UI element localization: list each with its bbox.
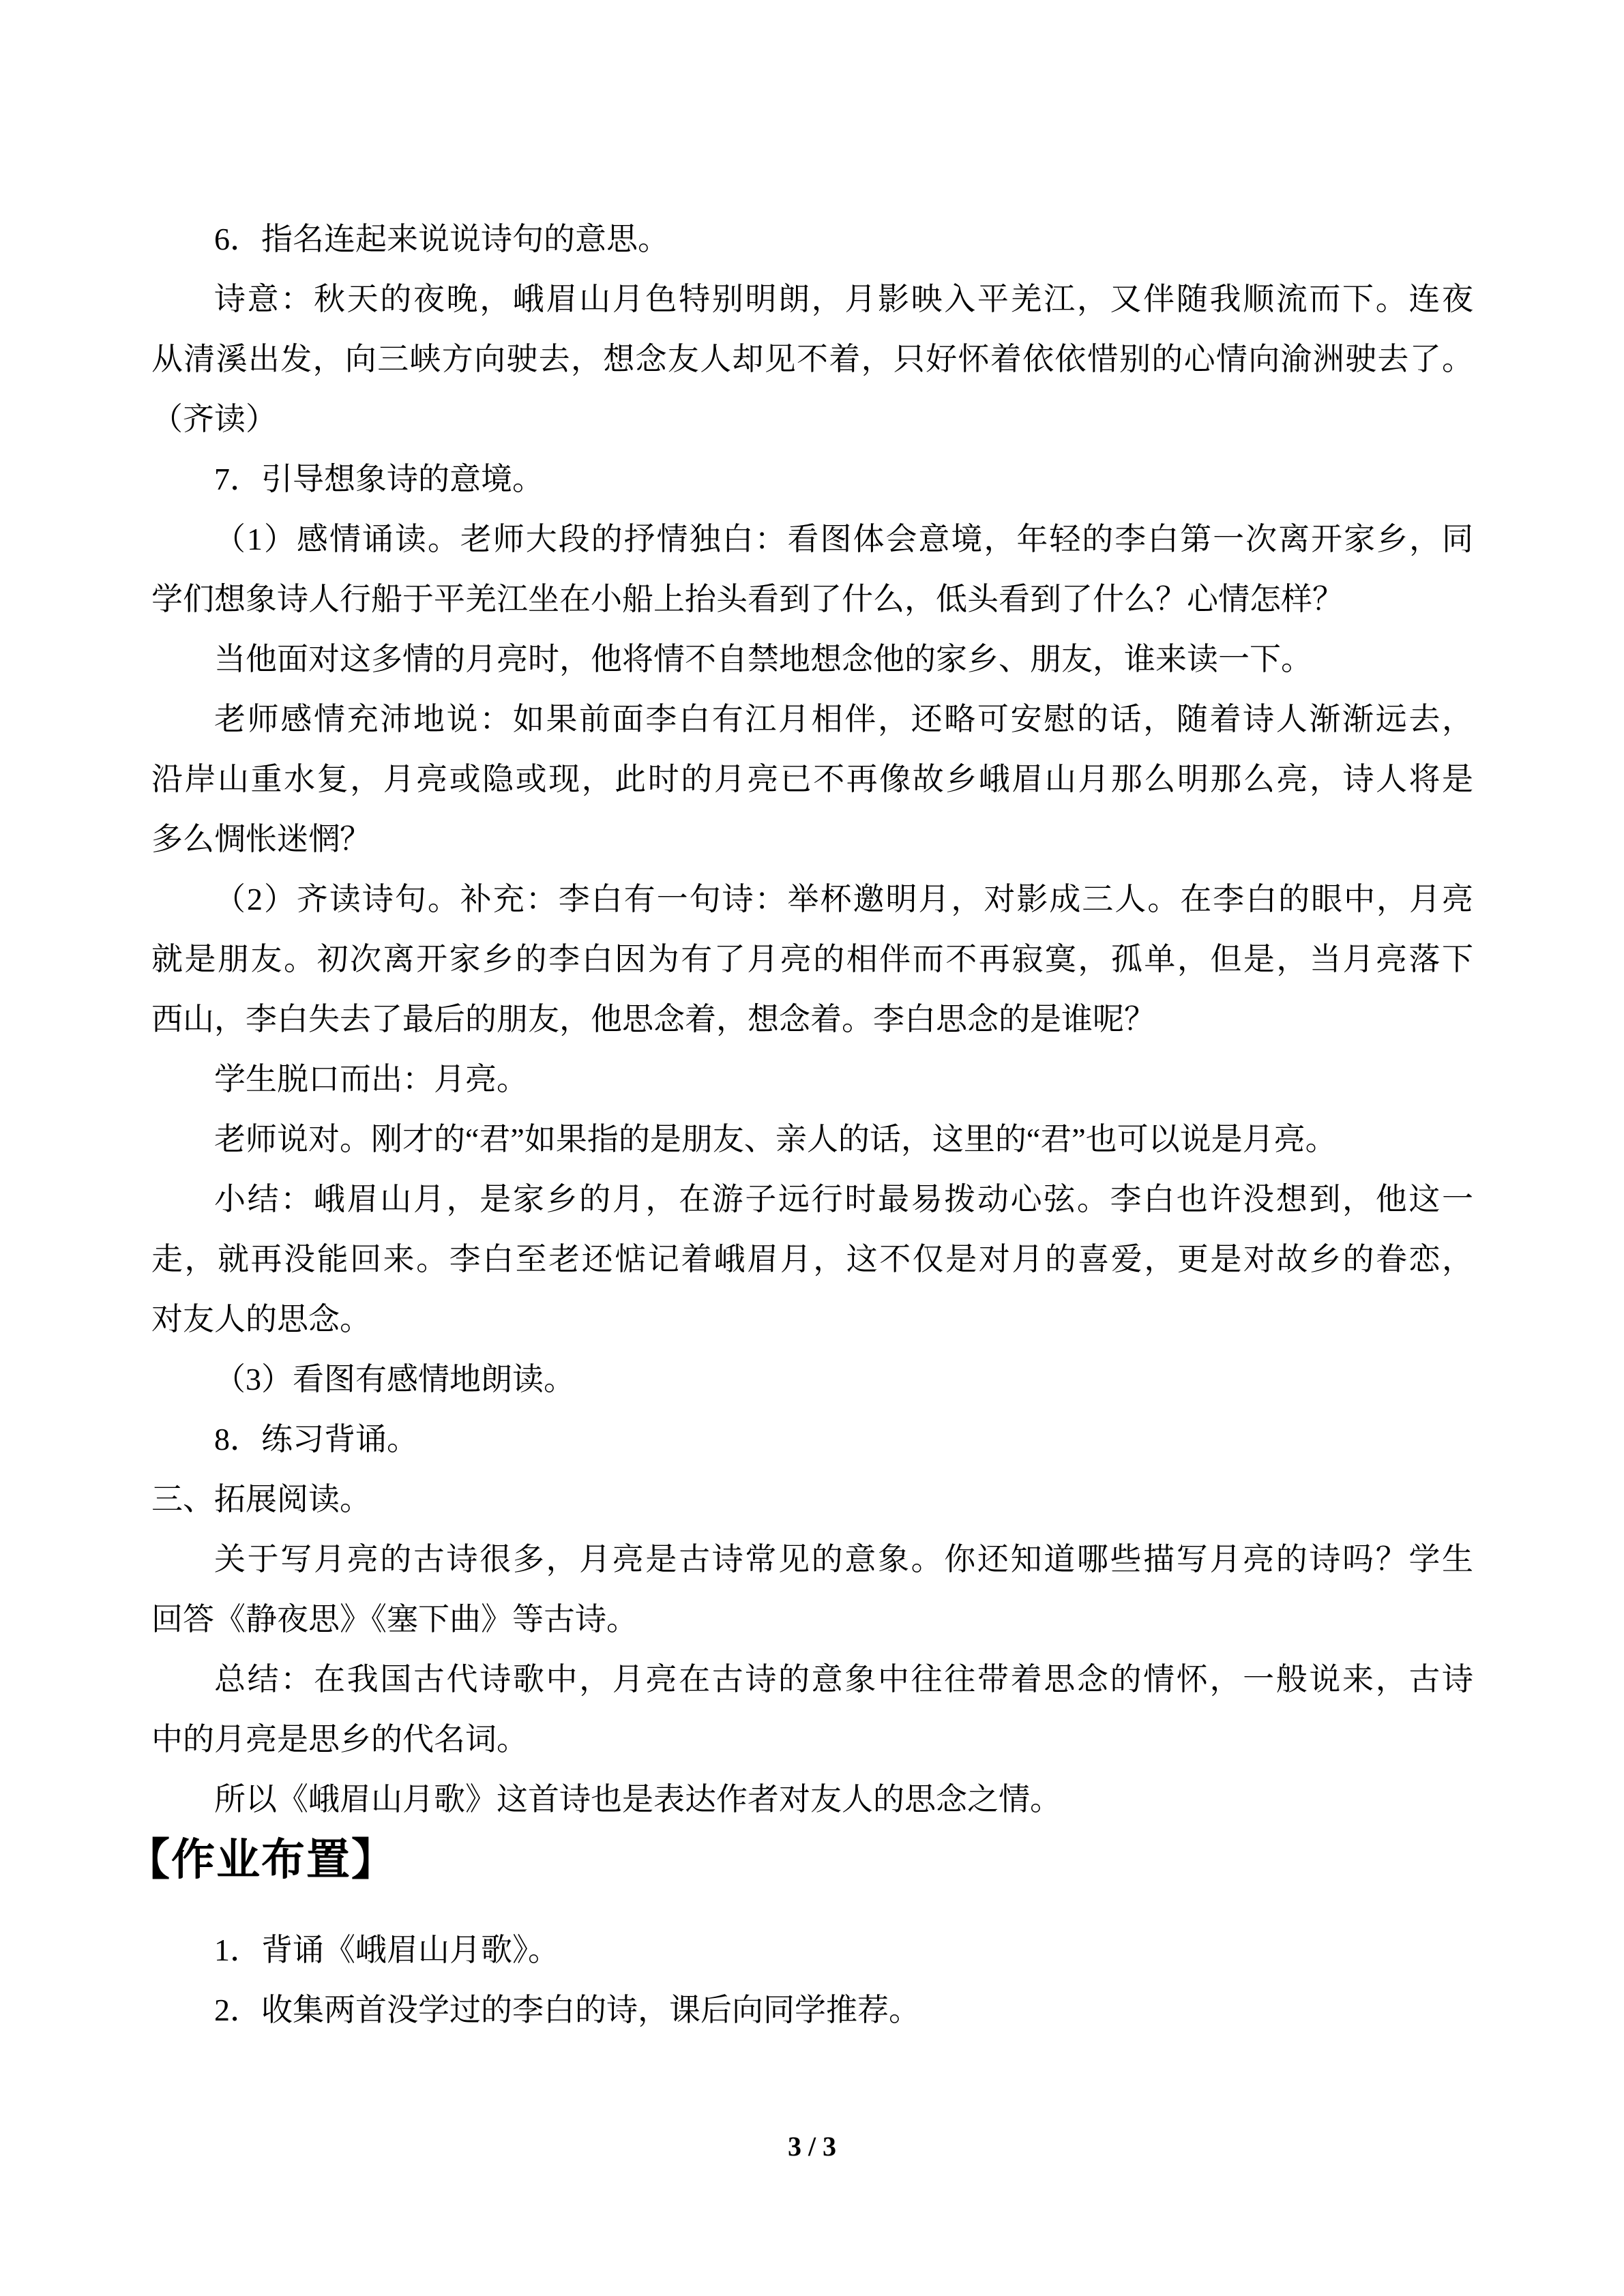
text-line: 回答《静夜思》《塞下曲》等古诗。 xyxy=(151,1602,638,1637)
text-line: 沿岸山重水复，月亮或隐或现，此时的月亮已不再像故乡峨眉山月那么明那么亮，诗人将是 xyxy=(151,762,1473,796)
text-line: 所以《峨眉山月歌》这首诗也是表达作者对友人的思念之情。 xyxy=(214,1782,1061,1817)
page-footer xyxy=(0,2129,1624,2164)
text-line: 西山，李白失去了最后的朋友，他思念着，想念着。李白思念的是谁呢？ xyxy=(151,1002,1155,1037)
assignment-heading: 【作业布置】 xyxy=(126,1835,396,1884)
text-line: 老师说对。刚才的“君”如果指的是朋友、亲人的话，这里的“君”也可以说是月亮。 xyxy=(214,1122,1337,1157)
text-line: 6．指名连起来说说诗句的意思。 xyxy=(214,222,669,256)
text-line: 走，就再没能回来。李白至老还惦记着峨眉月，这不仅是对月的喜爱，更是对故乡的眷恋， xyxy=(151,1242,1473,1277)
text-line: 总结：在我国古代诗歌中，月亮在古诗的意象中往往带着思念的情怀，一般说来，古诗 xyxy=(214,1662,1473,1697)
text-line: 学生脱口而出：月亮。 xyxy=(214,1062,528,1097)
assignment-item: 1．背诵《峨眉山月歌》。 xyxy=(214,1933,559,1967)
text-line: 学们想象诗人行船于平羌江坐在小船上抬头看到了什么，低头看到了什么？心情怎样？ xyxy=(151,582,1344,616)
text-line: 就是朋友。初次离开家乡的李白因为有了月亮的相伴而不再寂寞，孤单，但是，当月亮落下 xyxy=(151,942,1473,976)
lesson-plan-body xyxy=(151,209,1473,1830)
text-line: 诗意：秋天的夜晚，峨眉山月色特别明朗，月影映入平羌江，又伴随我顺流而下。连夜 xyxy=(214,282,1473,316)
text-line: 从清溪出发，向三峡方向驶去，想念友人却见不着，只好怀着依依惜别的心情向渝洲驶去了。 xyxy=(151,342,1473,376)
text-line: 中的月亮是思乡的代名词。 xyxy=(151,1722,528,1757)
text-line: 三、拓展阅读。 xyxy=(151,1482,371,1517)
text-line: （齐读） xyxy=(151,402,277,436)
text-line: 关于写月亮的古诗很多，月亮是古诗常见的意象。你还知道哪些描写月亮的诗吗？学生 xyxy=(214,1542,1473,1577)
page-number: 3 / 3 xyxy=(787,2131,837,2162)
text-line: 小结：峨眉山月，是家乡的月，在游子远行时最易拨动心弦。李白也许没想到，他这一 xyxy=(214,1182,1473,1217)
text-line: 当他面对这多情的月亮时，他将情不自禁地想念他的家乡、朋友，谁来读一下。 xyxy=(214,642,1312,676)
text-line: （3）看图有感情地朗读。 xyxy=(214,1362,575,1397)
assignment-list xyxy=(151,1920,1473,2040)
text-line: 多么惆怅迷惘？ xyxy=(151,822,371,856)
text-line: 7．引导想象诗的意境。 xyxy=(214,462,544,496)
text-line: 老师感情充沛地说：如果前面李白有江月相伴，还略可安慰的话，随着诗人渐渐远去， xyxy=(214,702,1473,736)
assignment-item: 2．收集两首没学过的李白的诗，课后向同学推荐。 xyxy=(214,1993,920,2027)
text-line: （2）齐读诗句。补充：李白有一句诗：举杯邀明月，对影成三人。在李白的眼中，月亮 xyxy=(214,882,1473,916)
text-line: 对友人的思念。 xyxy=(151,1302,371,1337)
text-line: （1）感情诵读。老师大段的抒情独白：看图体会意境，年轻的李白第一次离开家乡，同 xyxy=(214,522,1473,556)
text-line: 8．练习背诵。 xyxy=(214,1422,418,1457)
